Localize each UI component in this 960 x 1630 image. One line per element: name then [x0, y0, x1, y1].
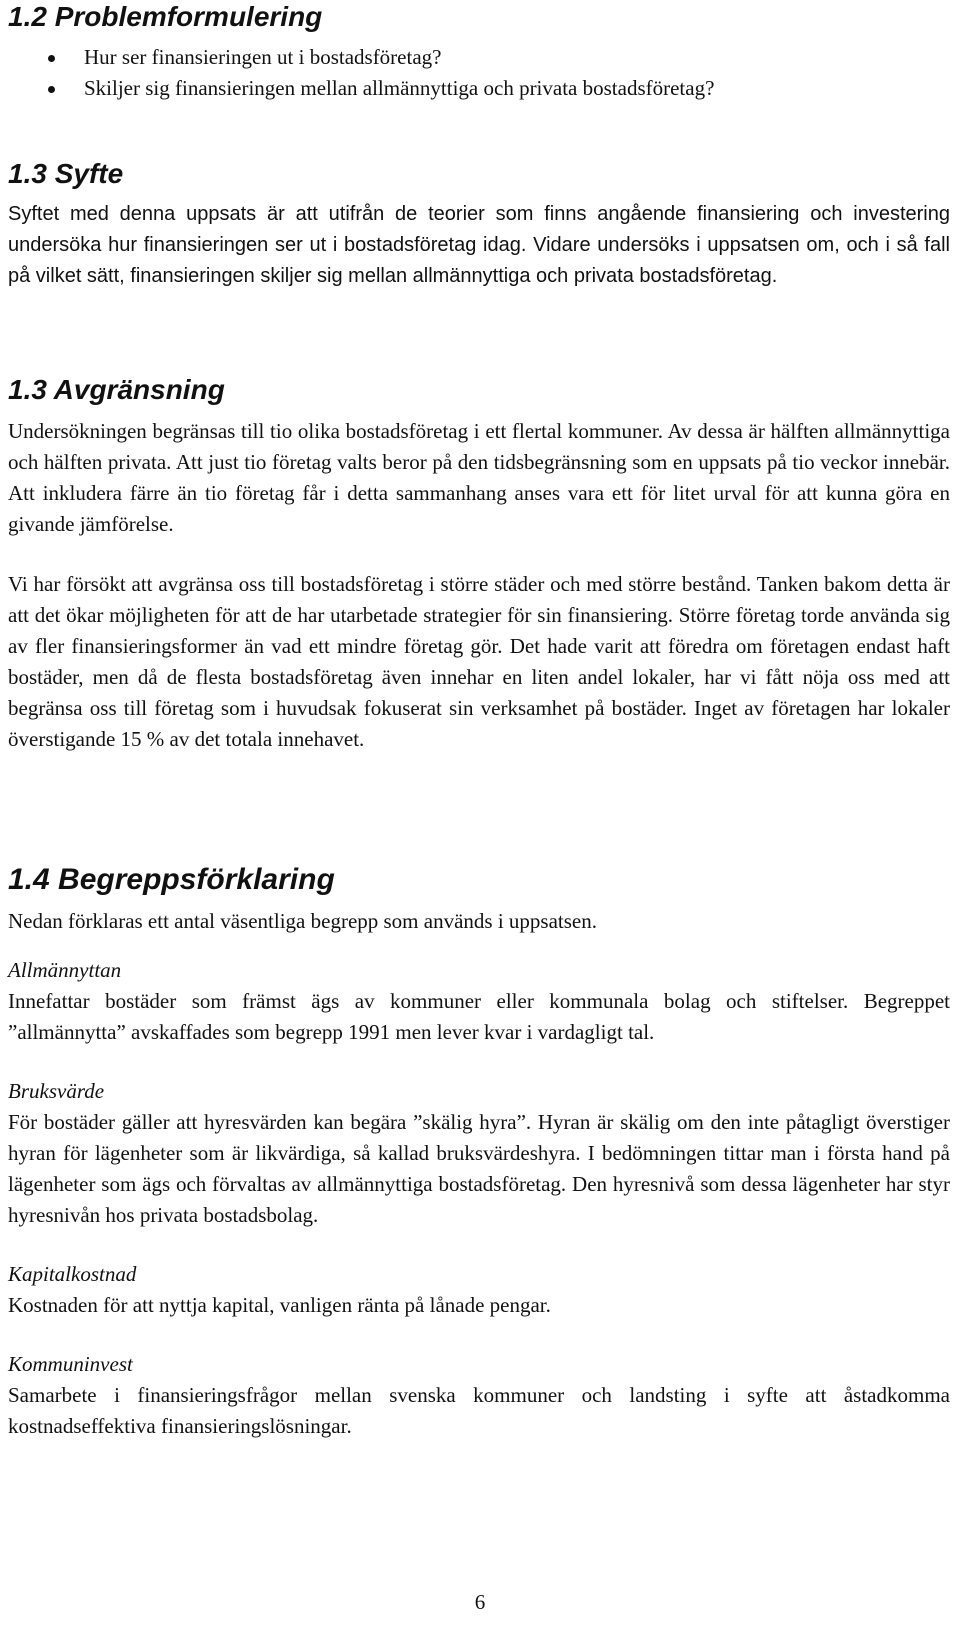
bullet-icon: [48, 55, 55, 62]
bullet-icon: [48, 86, 55, 93]
definition-term: Bruksvärde: [8, 1079, 105, 1103]
definition-entry: [8, 955, 950, 1048]
section-problem: [8, 0, 950, 104]
section-definitions: [8, 862, 950, 1442]
bullet-text: Hur ser finansieringen ut i bostadsföretag?: [84, 45, 442, 69]
definition-text: Samarbete i finansieringsfrågor mellan svenska kommuner och landsting i syfte att åstadkomma kostnadseffektiva finansieringslösningar.: [8, 1383, 950, 1438]
section-heading-purpose: 1.3 Syfte: [8, 158, 124, 189]
definitions-intro: Nedan förklaras ett antal väsentliga begrepp som används i uppsatsen.: [8, 909, 597, 933]
bullet-item: [8, 42, 950, 73]
section-heading-definitions: 1.4 Begreppsförklaring: [8, 863, 335, 896]
section-heading-delimitation: 1.3 Avgränsning: [8, 374, 225, 405]
page-number: 6: [474, 1590, 486, 1614]
definition-term: Kapitalkostnad: [8, 1262, 137, 1286]
definition-entry: [8, 1076, 950, 1231]
problem-bullet-list: [8, 42, 950, 104]
section-heading-problem: 1.2 Problemformulering: [8, 1, 323, 32]
definition-entry: [8, 1259, 950, 1321]
bullet-item: [8, 73, 950, 104]
definition-term: Allmännyttan: [8, 958, 122, 982]
definition-text: För bostäder gäller att hyresvärden kan begära ”skälig hyra”. Hyran är skälig om den inte påtagligt överstiger hyran för lägenheter som är likvärdiga, så kallad bruksvärdeshyra. I bedömningen tittar man i första hand på lägenheter som ägs och förvaltas av allmännyttiga bostadsföretag. Den hyresnivå som dessa lägenheter har styr hyresnivån hos privata bostadsbolag.: [8, 1110, 950, 1227]
section-purpose: [8, 157, 950, 292]
definition-text: Kostnaden för att nyttja kapital, vanligen ränta på lånade pengar.: [8, 1293, 551, 1317]
section-delimitation: [8, 373, 950, 755]
definition-text: Innefattar bostäder som främst ägs av kommuner eller kommunala bolag och stiftelser. Begreppet ”allmännytta” avskaffades som begrepp 1991 men lever kvar i vardagligt tal.: [8, 989, 950, 1044]
definition-term: Kommuninvest: [8, 1352, 133, 1376]
definition-entry: [8, 1349, 950, 1442]
delimitation-paragraph-2: Vi har försökt att avgränsa oss till bostadsföretag i större städer och med större bestånd. Tanken bakom detta är att det ökar möjligheten för att de har utarbetade strategier för sin finansiering. Större företag torde använda sig av fler finansieringsformer än vad ett mindre företag gör. Det hade varit att föredra om företagen endast haft bostäder, men då de flesta bostadsföretag även innehar en liten andel lokaler, har vi fått nöja oss med att begränsa oss till företag som i huvudsak fokuserat sin verksamhet på bostäder. Inget av företagen har lokaler överstigande 15 % av det totala innehavet.: [8, 572, 950, 751]
purpose-paragraph: Syftet med denna uppsats är att utifrån de teorier som finns angående finansiering och investering undersöka hur finansieringen ser ut i bostadsföretag idag. Vidare undersöks i uppsatsen om, och i så fall på vilket sätt, finansieringen skiljer sig mellan allmännyttiga och privata bostadsföretag.: [8, 203, 950, 287]
bullet-text: Skiljer sig finansieringen mellan allmännyttiga och privata bostadsföretag?: [84, 76, 715, 100]
delimitation-paragraph-1: Undersökningen begränsas till tio olika bostadsföretag i ett flertal kommuner. Av dessa är hälften allmännyttiga och hälften privata. Att just tio företag valts beror på den tidsbegränsning som en uppsats på tio veckor innebär. Att inkludera färre än tio företag får i detta sammanhang anses vara ett för litet urval för att kunna göra en givande jämförelse.: [8, 419, 950, 536]
